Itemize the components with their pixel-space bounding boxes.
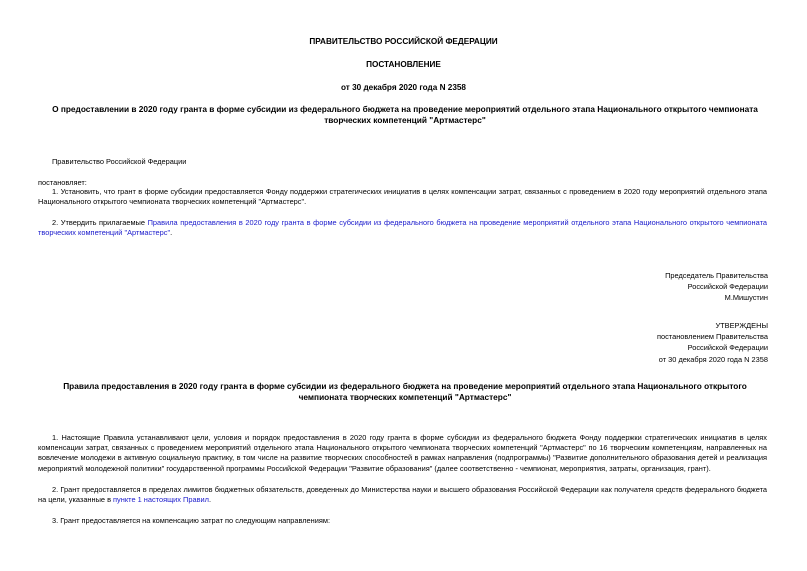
signature-block [665, 270, 768, 304]
signature-country: Российской Федерации [687, 282, 768, 292]
signature-name: М.Мишустин [724, 293, 768, 303]
rule-1 [38, 433, 767, 474]
rules-link[interactable]: Правила предоставления в 2020 году гранта в форме субсидии из федерального бюджета на проведение мероприятий отдельного этапа Национального открытого чемпионата творческих компетенций "Артмастерс" [38, 218, 767, 238]
rule-1-link[interactable]: пункте 1 настоящих Правил [113, 495, 209, 505]
paragraph-1-text: 1. Установить, что грант в форме субсидии предоставляется Фонду поддержки стратегических инициатив в целях компенсации затрат, связанных с проведением в 2020 году мероприятий отдельного этапа Национального открытого чемпионата творческих компетенций "Артмастерс". [38, 187, 767, 207]
signature-position: Председатель Правительства [665, 271, 768, 280]
approval-line-3: Российской Федерации [687, 343, 768, 353]
approval-line-2: постановлением Правительства [657, 332, 768, 342]
paragraph-2-suffix: . [170, 228, 173, 238]
rules-title: Правила предоставления в 2020 году гранта в форме субсидии из федерального бюджета на проведение мероприятий отдельного этапа Национального открытого чемпионата творческих компетенций "Артмастерс" [63, 381, 747, 403]
rule-2-prefix: 2. Грант предоставляется в пределах лимитов бюджетных обязательств, доведенных до Министерства науки и высшего образования Российской Федерации как получателя средств федерального бюджета на цели, указанные в [38, 485, 767, 505]
approval-line-4: от 30 декабря 2020 года N 2358 [658, 354, 768, 364]
rule-2-suffix: . [208, 495, 211, 505]
rule-1-text: 1. Настоящие Правила устанавливают цели, условия и порядок предоставления в 2020 году гранта в форме субсидии из федерального бюджета Фонду поддержки стратегических инициатив в целях компенсации затрат, связанных с проведением мероприятий отдельного этапа Национального открытого чемпионата творческих компетенций "Артмастерс" по 16 творческим компетенциям, направленных на вовлечение молодежи в активную социальную практику, в том числе на развитие творческих способностей в рамках направления (подпрограммы) "Развитие дополнительного образования детей и реализация мероприятий молодежной политики" государственной программы Российской Федерации "Развитие образования" (далее соответственно - чемпионат, мероприятия, затраты, организация, грант). [38, 433, 767, 473]
government-heading: ПРАВИТЕЛЬСТВО РОССИЙСКОЙ ФЕДЕРАЦИИ [309, 37, 498, 46]
intro-text: Правительство Российской Федерации [52, 157, 187, 166]
rule-3 [38, 516, 767, 526]
rule-2 [38, 485, 767, 505]
approval-line-1: УТВЕРЖДЕНЫ [715, 321, 768, 330]
document-title: О предоставлении в 2020 году гранта в форме субсидии из федерального бюджета на проведение мероприятий отдельного этапа Национального открытого чемпионата творческих компетенций "Артмастерс" [52, 104, 758, 126]
document-date-number: от 30 декабря 2020 года N 2358 [341, 83, 466, 92]
resolves-text: постановляет: [38, 178, 87, 187]
paragraph-2 [38, 218, 767, 238]
document-type: ПОСТАНОВЛЕНИЕ [366, 60, 441, 69]
rule-3-text: 3. Грант предоставляется на компенсацию затрат по следующим направлениям: [52, 516, 331, 525]
paragraph-2-prefix: 2. Утвердить прилагаемые [52, 218, 148, 227]
paragraph-1 [38, 187, 767, 207]
approval-block [657, 320, 768, 365]
